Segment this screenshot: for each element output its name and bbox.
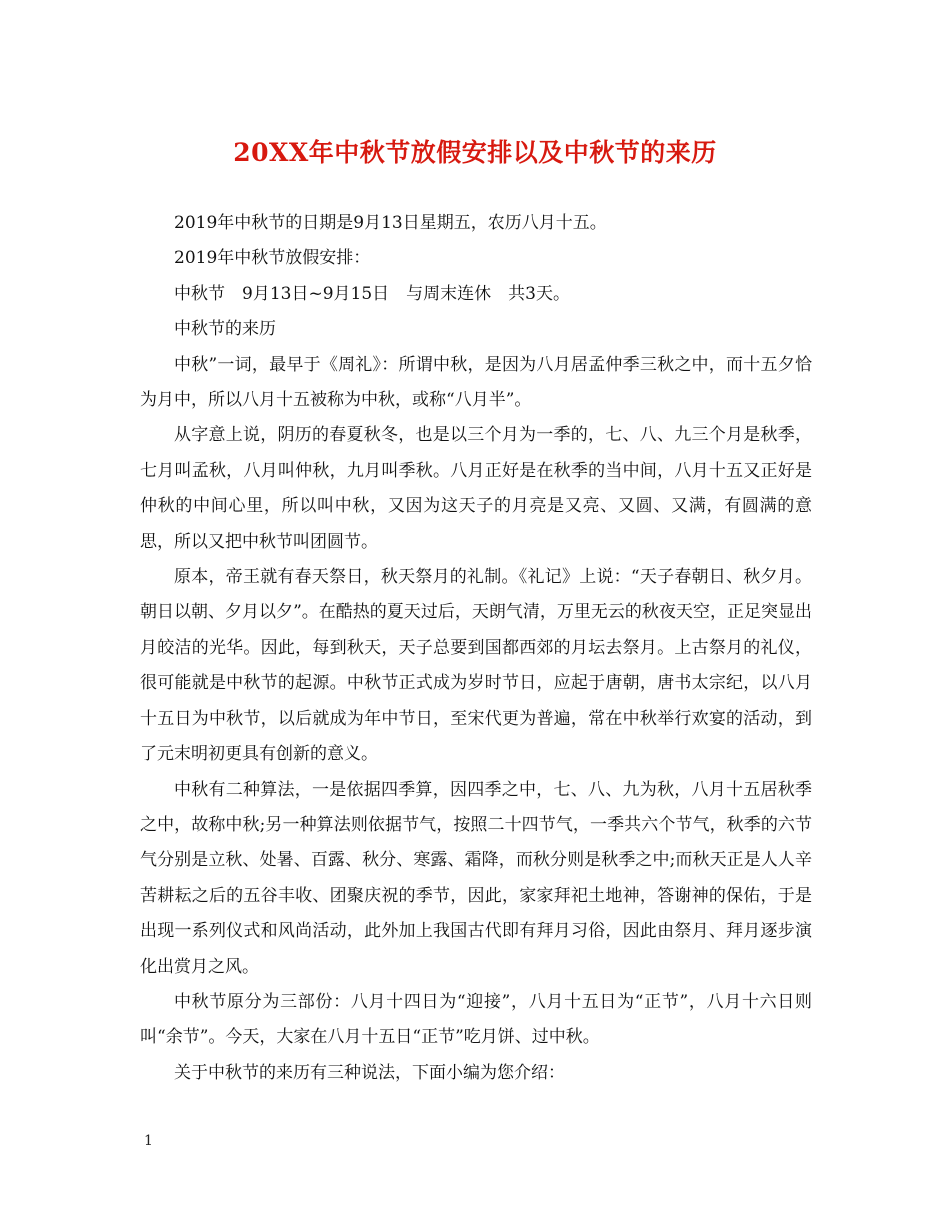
paragraph: 原本，帝王就有春天祭日，秋天祭月的礼制。《礼记》上说：“天子春朝日、秋夕月。朝日以朝、夕月以夕”。在酷热的夏天过后，天朗气清，万里无云的秋夜天空，正足突显出月皎洁的光华。因此，每到秋天，天子总要到国都西郊的月坛去祭月。上古祭月的礼仪，很可能就是中秋节的起源。中秋节正式成为岁时节日，应起于唐朝，唐书太宗纪，以八月十五日为中秋节，以后就成为年中节日，至宋代更为普遍，常在中秋举行欢宴的活动，到了元末明初更具有创新的意义。 [140,567,812,765]
paragraph: 2019年中秋节的日期是9月13日星期五，农历八月十五。 [174,213,607,233]
paragraph: 关于中秋节的来历有三种说法，下面小编为您介绍： [174,1062,565,1083]
paragraph: 中秋节的来历 [174,319,276,340]
paragraph: 从字意上说，阴历的春夏秋冬，也是以三个月为一季的，七、八、九三个月是秋季，七月叫孟秋，八月叫仲秋，九月叫季秋。八月正好是在秋季的当中间，八月十五又正好是仲秋的中间心里，所以叫中秋，又因为这天子的月亮是又亮、又圆、又满，有圆满的意思，所以又把中秋节叫团圆节。 [140,425,812,552]
document-title: 20XX年中秋节放假安排以及中秋节的来历 [233,138,717,167]
paragraph: 中秋”一词，最早于《周礼》：所谓中秋，是因为八月居孟仲季三秋之中，而十五夕恰为月中，所以八月十五被称为中秋，或称“八月半”。 [140,354,812,411]
paragraph: 2019年中秋节放假安排： [174,248,371,269]
paragraph: 中秋节原分为三部份：八月十四日为“迎接”，八月十五日为“正节”，八月十六日则叫“余节”。今天，大家在八月十五日“正节”吃月饼、过中秋。 [140,991,812,1048]
paragraph: 中秋节 9月13日~9月15日 与周末连休 共3天。 [174,283,570,304]
document-body [140,206,812,1091]
paragraph: 中秋有二种算法，一是依据四季算，因四季之中，七、八、九为秋，八月十五居秋季之中，故称中秋;另一种算法则依据节气，按照二十四节气，一季共六个节气，秋季的六节气分别是立秋、处暑、百露、秋分、寒露、霜降，而秋分则是秋季之中;而秋天正是人人辛苦耕耘之后的五谷丰收、团聚庆祝的季节，因此，家家拜祀土地神，答谢神的保佑，于是出现一系列仪式和风尚活动，此外加上我国古代即有拜月习俗，因此由祭月、拜月逐步演化出赏月之风。 [140,779,812,977]
page-number: 1 [144,1133,153,1149]
